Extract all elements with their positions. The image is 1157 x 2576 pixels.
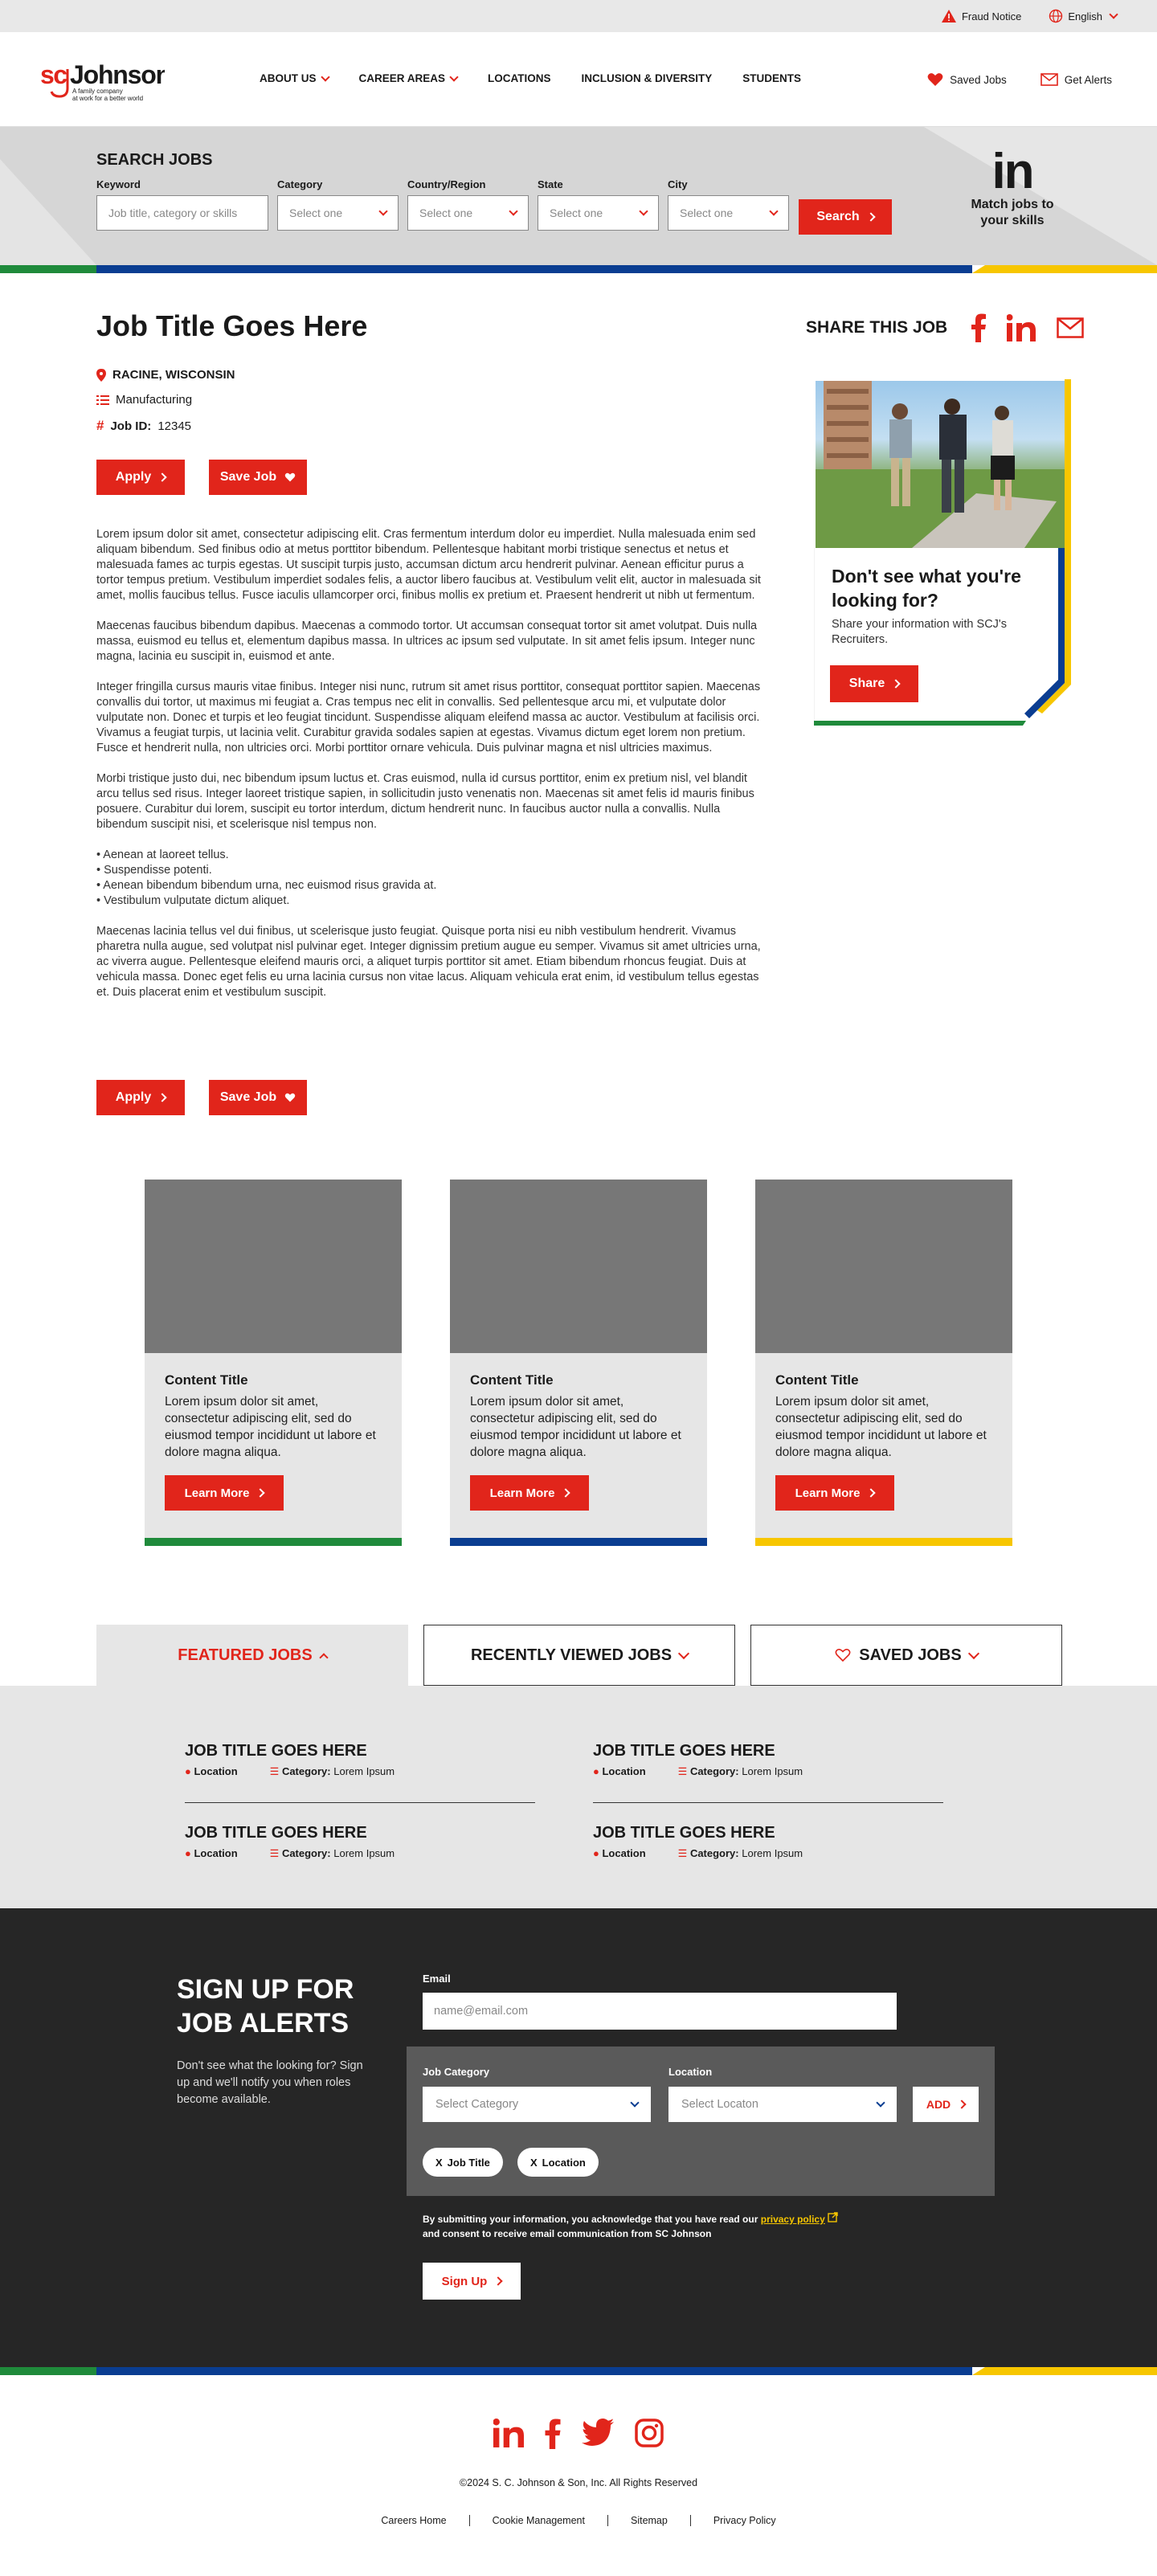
facebook-icon[interactable] bbox=[971, 313, 986, 342]
chevron-right-icon bbox=[158, 1093, 167, 1102]
fraud-notice-link[interactable] bbox=[941, 9, 1021, 23]
job-id bbox=[96, 418, 191, 434]
share-label: SHARE THIS JOB bbox=[806, 318, 948, 337]
stripe-blue bbox=[96, 265, 972, 273]
search-button-label: Search bbox=[816, 210, 860, 223]
location-text: Location bbox=[602, 1765, 646, 1777]
keyword-placeholder: Job title, category or skills bbox=[108, 206, 238, 219]
learn-more-label: Learn More bbox=[489, 1486, 555, 1500]
chevron-right-icon bbox=[867, 1488, 876, 1497]
language-label: English bbox=[1068, 10, 1102, 22]
category-label: Category bbox=[277, 178, 323, 190]
job-list-category bbox=[678, 1847, 803, 1860]
scj-logo[interactable] bbox=[40, 59, 165, 103]
featured-jobs-list bbox=[0, 1686, 1157, 1908]
chevron-right-icon bbox=[958, 2100, 967, 2108]
card-text: Lorem ipsum dolor sit amet, consectetur adipiscing elit, sed do eiusmod tempor incididunt ut labore et dolore magna aliqua. bbox=[165, 1395, 376, 1459]
chevron-right-icon bbox=[866, 212, 875, 221]
city-select[interactable] bbox=[668, 195, 789, 231]
footer-link-careers-home[interactable]: Careers Home bbox=[381, 2515, 447, 2526]
description-paragraph: Lorem ipsum dolor sit amet, consectetur adipiscing elit. Cras fermentum interdum dolor eu imperdiet. Nulla malesuada enim sed aliquam bibendum. Sed finibus odio at metus porttitor bibendum. Pellentesque habitant morbi tristique senectus et netus et malesuada fames ac turpis egestas. Ut suscipit turpis justo, accumsan dictum arcu hendrerit pulvinar. Aenean efficitur purus a tortor tempus pretium. Vestibulum imperdiet sodales felis, a auctor libero faucibus at. Vestibulum velit elit, auctor in malesuada sit amet, mollis faucibus tellus. Fusce iaculis ullamcorper orci, finibus mollis ex pretium et. Praesent hendrerit ut nibh ut fermentum. bbox=[96, 528, 761, 602]
job-location bbox=[96, 368, 235, 382]
job-location-text: RACINE, WISCONSIN bbox=[112, 368, 235, 382]
description-paragraph: Integer fringilla cursus mauris vitae finibus. Integer nisi nunc, rutrum sit amet risus porttitor, consequat porttitor sapien. Maecenas convallis dui tortor, ut maximus mi feugiat a. Cras tempus nec elit in convallis. Sed pellentesque arcu mi, et vulputate dolor vulputate non. Donec et turpis et leo feugiat tincidunt. Suspendisse aliquam eleifend massa ac auctor. Vestibulum at facilisis orci. Vivamus a feugiat turpis, ut lacinia velit. Curabitur gravida sodales sapien at egestas. Vivamus dictum eget lorem non pretium. Fusce et hendrerit nulla, non ultricies orci. Morbi porttitor ornare vehicula. Duis pulvinar magna et nisl ultricies maximus. bbox=[96, 681, 761, 754]
get-alerts-link[interactable] bbox=[1040, 72, 1112, 87]
saved-jobs-link[interactable] bbox=[927, 72, 1007, 87]
category-label: Category: bbox=[281, 1765, 331, 1777]
chevron-down-icon bbox=[378, 206, 387, 215]
footer-link-privacy-policy[interactable]: Privacy Policy bbox=[690, 2515, 799, 2526]
country-select-value: Select one bbox=[419, 206, 473, 219]
nav-locations[interactable] bbox=[488, 72, 551, 84]
job-category-select[interactable] bbox=[423, 2087, 651, 2122]
utility-bar bbox=[0, 0, 1157, 32]
search-jobs-band bbox=[0, 127, 1157, 265]
footer-link-sitemap[interactable]: Sitemap bbox=[607, 2515, 690, 2526]
email-placeholder: name@email.com bbox=[434, 2005, 529, 2018]
fraud-notice-label: Fraud Notice bbox=[961, 10, 1022, 22]
chevron-right-icon bbox=[256, 1488, 265, 1497]
scj-logo-mark bbox=[40, 59, 165, 103]
chip-label: Location bbox=[542, 2156, 586, 2169]
hash-icon: # bbox=[96, 418, 104, 433]
main-nav bbox=[260, 72, 801, 84]
search-title: SEARCH JOBS bbox=[96, 151, 213, 169]
job-category bbox=[96, 393, 192, 407]
bullet-item: • Aenean at laoreet tellus. bbox=[96, 848, 229, 861]
content-card bbox=[755, 1180, 1012, 1546]
globe-icon bbox=[1049, 9, 1063, 23]
copyright: ©2024 S. C. Johnson & Son, Inc. All Rights Reserved bbox=[459, 2477, 698, 2488]
job-category-text: Manufacturing bbox=[116, 393, 193, 407]
category-value: Lorem Ipsum bbox=[742, 1847, 803, 1859]
city-label: City bbox=[668, 178, 688, 190]
job-description bbox=[96, 527, 765, 1016]
stripe-yellow bbox=[972, 265, 1157, 273]
close-icon: X bbox=[435, 2156, 443, 2169]
country-label: Country/Region bbox=[407, 178, 486, 190]
job-list-category bbox=[678, 1765, 803, 1778]
privacy-policy-label: privacy policy bbox=[760, 2214, 825, 2225]
add-label: ADD bbox=[926, 2098, 951, 2111]
location-pin-icon: ● bbox=[593, 1847, 599, 1859]
chevron-right-icon bbox=[562, 1488, 570, 1497]
chevron-down-icon bbox=[639, 206, 648, 215]
city-select-value: Select one bbox=[680, 206, 734, 219]
stripe-green bbox=[0, 2367, 96, 2375]
nav-label: LOCATIONS bbox=[488, 72, 551, 84]
description-paragraph: Morbi tristique justo dui, nec bibendum ipsum luctus et. Cras euismod, nulla id cursus porttitor, enim ex pretium nisl, vel blandit arcu tellus sed risus. Integer laoreet tristique sapien, in sollicitudin justo venenatis non. Maecenas sit amet felis id mauris finibus posuere. Curabitur dui lorem, suscipit eu tortor interdum, dictum hendrerit nunc. In faucibus auctor nulla a convallis. Nulla bibendum suscipit nisi, et scelerisque nisl tempus non. bbox=[96, 772, 754, 831]
location-pin-icon: ● bbox=[185, 1847, 191, 1859]
city-field bbox=[668, 178, 789, 231]
location-label: Location bbox=[668, 2066, 713, 2078]
list-icon: ☰ bbox=[269, 1847, 280, 1859]
decorative-triangle bbox=[0, 159, 96, 265]
email-label: Email bbox=[423, 1973, 451, 1985]
category-value: Lorem Ipsum bbox=[742, 1765, 803, 1777]
learn-more-label: Learn More bbox=[184, 1486, 250, 1500]
category-select-value: Select one bbox=[289, 206, 343, 219]
chevron-down-icon bbox=[876, 2098, 885, 2107]
keyword-label: Keyword bbox=[96, 178, 141, 190]
job-alerts-signup bbox=[0, 1908, 1157, 2367]
brand-stripe-footer bbox=[0, 2367, 1157, 2375]
email-share-icon[interactable] bbox=[1057, 317, 1084, 338]
list-icon: ☰ bbox=[677, 1847, 688, 1859]
linkedin-icon[interactable] bbox=[493, 2419, 524, 2447]
heart-outline-icon bbox=[835, 1648, 851, 1662]
stripe-blue bbox=[96, 2367, 972, 2375]
linkedin-icon: in bbox=[991, 144, 1033, 199]
learn-more-button[interactable] bbox=[165, 1475, 284, 1511]
job-list-item[interactable] bbox=[185, 1824, 538, 1860]
state-label: State bbox=[538, 178, 563, 190]
header-actions bbox=[927, 72, 1112, 87]
apply-label: Apply bbox=[115, 1090, 152, 1104]
learn-more-button[interactable] bbox=[775, 1475, 894, 1511]
job-list-meta bbox=[593, 1765, 943, 1778]
job-list-title: JOB TITLE GOES HERE bbox=[593, 1824, 775, 1842]
apply-button[interactable] bbox=[96, 1080, 185, 1115]
job-list-item[interactable] bbox=[593, 1742, 943, 1803]
chevron-right-icon bbox=[892, 679, 901, 688]
category-value: Lorem Ipsum bbox=[333, 1847, 395, 1859]
warning-icon bbox=[941, 9, 957, 23]
save-job-label: Save Job bbox=[219, 470, 277, 484]
job-list-location bbox=[593, 1765, 646, 1778]
sign-up-button[interactable] bbox=[423, 2263, 521, 2300]
nav-about-us[interactable] bbox=[260, 72, 329, 84]
card-title: Content Title bbox=[775, 1372, 859, 1388]
location-pin-icon: ● bbox=[593, 1765, 599, 1777]
tab-saved-jobs[interactable] bbox=[750, 1625, 1062, 1686]
sign-up-label: Sign Up bbox=[441, 2274, 488, 2288]
job-list-meta bbox=[185, 1847, 538, 1860]
job-actions-top bbox=[96, 460, 307, 495]
category-field bbox=[277, 178, 399, 231]
state-select-value: Select one bbox=[550, 206, 603, 219]
bullet-item: • Suspendisse potenti. bbox=[96, 864, 212, 877]
svg-text:Johnson: Johnson bbox=[70, 60, 165, 89]
search-button[interactable] bbox=[799, 199, 892, 235]
linkedin-match-text: Match jobs to your skills bbox=[971, 198, 1054, 227]
people-walking-image bbox=[816, 381, 1065, 548]
nav-students[interactable] bbox=[742, 72, 801, 84]
save-job-button[interactable] bbox=[209, 460, 307, 495]
external-link-icon bbox=[828, 2212, 838, 2222]
chip-label: Job Title bbox=[447, 2156, 490, 2169]
footer-links bbox=[0, 2515, 1157, 2526]
chevron-down-icon bbox=[769, 206, 778, 215]
job-title: Job Title Goes Here bbox=[96, 309, 368, 342]
recruiter-promo bbox=[814, 379, 1071, 733]
tab-label: FEATURED JOBS bbox=[178, 1646, 313, 1664]
country-field bbox=[407, 178, 529, 231]
job-list-item[interactable] bbox=[593, 1824, 946, 1860]
job-list-title: JOB TITLE GOES HERE bbox=[593, 1742, 775, 1760]
stripe-yellow bbox=[972, 2367, 1157, 2375]
job-list-location bbox=[593, 1847, 646, 1860]
card-image-placeholder bbox=[145, 1180, 402, 1353]
nav-label: STUDENTS bbox=[742, 72, 802, 84]
bullet-item: • Vestibulum vulputate dictum aliquet. bbox=[96, 894, 290, 907]
apply-button[interactable] bbox=[96, 460, 185, 495]
state-field bbox=[538, 178, 659, 231]
promo-title: Don't see what you're looking for? bbox=[832, 566, 1021, 611]
card-image-placeholder bbox=[755, 1180, 1012, 1353]
job-list-meta bbox=[185, 1765, 535, 1778]
job-list-meta bbox=[593, 1847, 946, 1860]
language-selector[interactable] bbox=[1049, 9, 1117, 23]
apply-label: Apply bbox=[115, 470, 152, 484]
card-color-bar bbox=[145, 1538, 402, 1546]
keyword-field bbox=[96, 178, 268, 231]
content-card bbox=[145, 1180, 402, 1546]
consent-text-2: and consent to receive email communication from SC Johnson bbox=[423, 2228, 712, 2239]
heart-icon bbox=[284, 472, 296, 482]
tab-featured-jobs[interactable] bbox=[96, 1625, 408, 1686]
chevron-down-icon bbox=[321, 72, 329, 81]
bullet-item: • Aenean bibendum bibendum urna, nec euismod risus gravida at. bbox=[96, 879, 437, 892]
card-color-bar bbox=[755, 1538, 1012, 1546]
chevron-right-icon bbox=[158, 472, 167, 481]
learn-more-label: Learn More bbox=[795, 1486, 861, 1500]
location-pin-icon: ● bbox=[185, 1765, 191, 1777]
promo-text: Share your information with SCJ's Recruiters. bbox=[832, 618, 1007, 646]
signup-subtitle: Don't see what the looking for? Sign up and we'll notify you when roles become available. bbox=[177, 2059, 363, 2106]
stripe-green bbox=[0, 265, 96, 273]
email-input[interactable] bbox=[423, 1993, 897, 2030]
nav-label: CAREER AREAS bbox=[358, 72, 446, 84]
description-bullets bbox=[96, 848, 765, 909]
share-info-button[interactable] bbox=[830, 665, 918, 702]
save-job-label: Save Job bbox=[219, 1090, 277, 1104]
job-category-label: Job Category bbox=[423, 2066, 490, 2078]
job-list-category bbox=[270, 1847, 395, 1860]
saved-jobs-label: Saved Jobs bbox=[950, 73, 1007, 86]
category-label: Category: bbox=[689, 1847, 739, 1859]
svg-text:A family company: A family company bbox=[72, 88, 123, 95]
save-job-button[interactable] bbox=[209, 1080, 307, 1115]
location-text: Location bbox=[194, 1847, 238, 1859]
chevron-down-icon bbox=[509, 206, 517, 215]
nav-career-areas[interactable] bbox=[359, 72, 458, 84]
card-title: Content Title bbox=[470, 1372, 554, 1388]
add-filter-button[interactable] bbox=[913, 2087, 979, 2122]
tab-label: SAVED JOBS bbox=[859, 1646, 962, 1664]
description-paragraph: Maecenas lacinia tellus vel dui finibus, ut scelerisque justo feugiat. Quisque porta nisi eu nibh vestibulum hendrerit. Vivamus pharetra nulla augue, sed volutpat nisl pulvinar eget. Integer dignissim pretium augue eu semper. Vivamus sit amet ultricies urna, ac viverra augue. Pellentesque eleifend mauris orci, a aliquet turpis porttitor sit amet. Etiam bibendum rhoncus feugiat. Duis at vehicula massa. Donec eget felis eu urna lacinia cursus non vitae lacus. Aliquam vehicula erat enim, id vestibulum tellus egestas et. Duis placerat enim et vestibulum suscipit. bbox=[96, 925, 761, 999]
linkedin-icon[interactable] bbox=[1007, 314, 1036, 341]
chevron-down-icon bbox=[1109, 10, 1118, 18]
mail-icon bbox=[1040, 73, 1058, 86]
location-placeholder: Select Locaton bbox=[681, 2098, 758, 2111]
facebook-icon[interactable] bbox=[545, 2419, 561, 2449]
instagram-icon[interactable] bbox=[635, 2419, 664, 2447]
job-list-location bbox=[185, 1847, 238, 1860]
nav-label: INCLUSION & DIVERSITY bbox=[581, 72, 713, 84]
tab-label: RECENTLY VIEWED JOBS bbox=[470, 1646, 673, 1664]
category-label: Category: bbox=[281, 1847, 331, 1859]
heart-icon bbox=[284, 1093, 296, 1102]
filter-chip-location[interactable] bbox=[517, 2148, 599, 2177]
location-text: Location bbox=[602, 1847, 646, 1859]
job-actions-bottom bbox=[96, 1080, 307, 1115]
nav-inclusion-diversity[interactable] bbox=[582, 72, 713, 84]
alert-filter-panel bbox=[407, 2046, 995, 2196]
category-label: Category: bbox=[689, 1765, 739, 1777]
svg-text:sc: sc bbox=[40, 60, 67, 89]
job-id-value: 12345 bbox=[157, 419, 192, 433]
card-text: Lorem ipsum dolor sit amet, consectetur adipiscing elit, sed do eiusmod tempor incididunt ut labore et dolore magna aliqua. bbox=[775, 1395, 987, 1459]
location-pin-icon bbox=[96, 369, 106, 382]
job-id-label: Job ID: bbox=[110, 419, 152, 433]
filter-chip-job-title[interactable] bbox=[423, 2148, 503, 2177]
nav-label: ABOUT US bbox=[260, 72, 317, 84]
chevron-down-icon bbox=[968, 1648, 979, 1659]
signup-title: SIGN UP FOR JOB ALERTS bbox=[177, 1974, 354, 2038]
job-list-title: JOB TITLE GOES HERE bbox=[185, 1824, 367, 1842]
card-color-bar bbox=[450, 1538, 707, 1546]
job-list-title: JOB TITLE GOES HERE bbox=[185, 1742, 367, 1760]
card-image-placeholder bbox=[450, 1180, 707, 1353]
consent-text-1: By submitting your information, you acknowledge that you have read our bbox=[423, 2214, 758, 2225]
list-icon: ☰ bbox=[269, 1765, 280, 1777]
linkedin-match-jobs[interactable] bbox=[964, 144, 1061, 229]
get-alerts-label: Get Alerts bbox=[1064, 73, 1112, 86]
privacy-policy-link[interactable] bbox=[761, 2214, 825, 2225]
share-button-label: Share bbox=[848, 677, 885, 690]
card-text: Lorem ipsum dolor sit amet, consectetur adipiscing elit, sed do eiusmod tempor incididunt ut labore et dolore magna aliqua. bbox=[470, 1395, 681, 1459]
footer-social-links bbox=[0, 2419, 1157, 2449]
promo-photo bbox=[816, 381, 1065, 548]
job-list-location bbox=[185, 1765, 238, 1778]
share-this-job bbox=[806, 313, 1084, 342]
chevron-down-icon bbox=[678, 1648, 689, 1659]
chevron-up-icon bbox=[319, 1653, 328, 1662]
site-header bbox=[0, 32, 1157, 127]
location-text: Location bbox=[194, 1765, 238, 1777]
chevron-down-icon bbox=[630, 2098, 639, 2107]
category-select[interactable] bbox=[277, 195, 399, 231]
job-list-item[interactable] bbox=[185, 1742, 535, 1803]
consent-text bbox=[423, 2212, 905, 2241]
description-paragraph: Maecenas faucibus bibendum dapibus. Maecenas a commodo tortor. Ut accumsan consequat tortor sit amet volutpat. Duis nulla massa, euismod eu tellus et, elementum dapibus massa. In ultrices ac ipsum sed vulputate. In sit amet felis ipsum. Integer nunc magna, lacinia eu suscipit in, euismod et ante. bbox=[96, 619, 758, 663]
brand-stripe bbox=[0, 265, 1157, 273]
chevron-right-icon bbox=[494, 2276, 503, 2285]
state-select[interactable] bbox=[538, 195, 659, 231]
twitter-icon[interactable] bbox=[582, 2419, 614, 2446]
close-icon: X bbox=[530, 2156, 538, 2169]
svg-text:at work for a better world: at work for a better world bbox=[72, 95, 144, 102]
category-value: Lorem Ipsum bbox=[333, 1765, 395, 1777]
job-category-placeholder: Select Category bbox=[435, 2098, 519, 2111]
content-card bbox=[450, 1180, 707, 1546]
list-icon: ☰ bbox=[677, 1765, 688, 1777]
card-title: Content Title bbox=[165, 1372, 248, 1388]
chevron-down-icon bbox=[449, 72, 458, 81]
footer-link-cookie-management[interactable]: Cookie Management bbox=[469, 2515, 607, 2526]
list-icon bbox=[96, 395, 109, 406]
country-select[interactable] bbox=[407, 195, 529, 231]
learn-more-button[interactable] bbox=[470, 1475, 589, 1511]
tab-recently-viewed[interactable] bbox=[423, 1625, 735, 1686]
keyword-input[interactable] bbox=[96, 195, 268, 231]
heart-icon bbox=[927, 72, 943, 87]
location-select[interactable] bbox=[668, 2087, 897, 2122]
job-list-category bbox=[270, 1765, 395, 1778]
